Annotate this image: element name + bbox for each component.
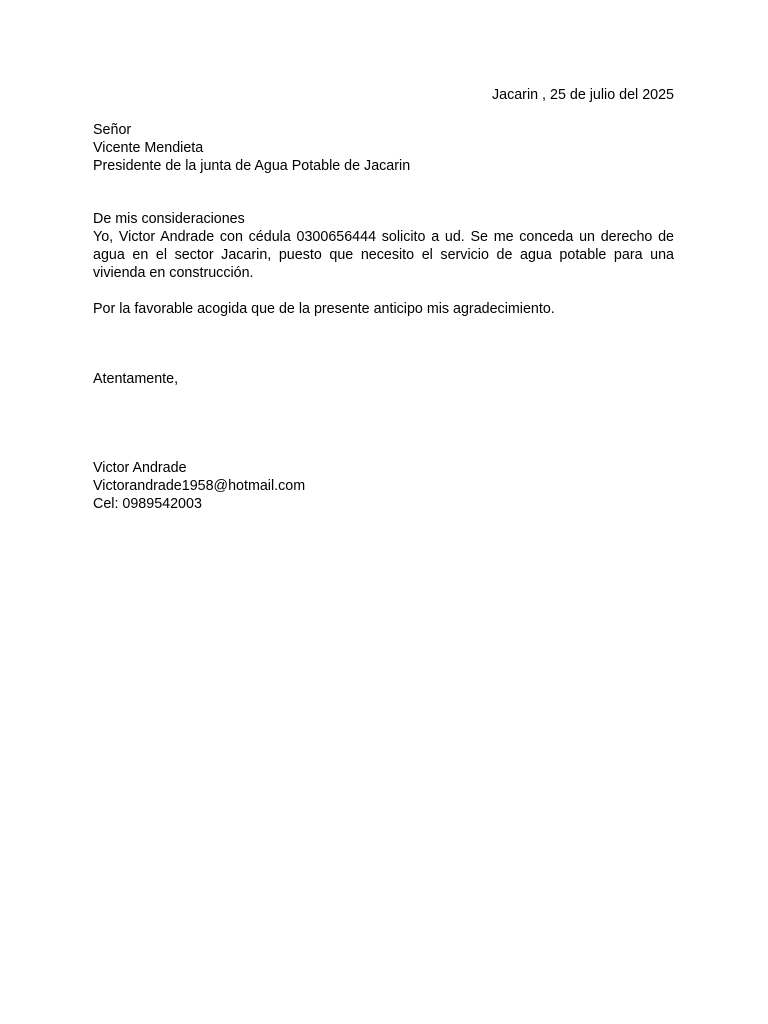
recipient-title: Presidente de la junta de Agua Potable de Jacarin — [93, 158, 411, 174]
signature-phone: Cel: 0989542003 — [93, 496, 202, 512]
letter-farewell: Atentamente, — [93, 371, 179, 387]
letter-closing-paragraph: Por la favorable acogida que de la presente anticipo mis agradecimiento. — [93, 301, 555, 317]
letter-request-paragraph: Yo, Victor Andrade con cédula 0300656444 solicito a ud. Se me conceda un derecho de agua en el sector Jacarin, puesto que necesito el servicio de agua potable para una vivienda en construcción. — [93, 229, 674, 281]
signature-block — [93, 459, 674, 513]
signature-name: Victor Andrade — [93, 460, 187, 476]
signature-email: Victorandrade1958@hotmail.com — [93, 478, 306, 494]
letter-greeting: De mis consideraciones — [93, 211, 245, 227]
recipient-salutation: Señor — [93, 122, 132, 138]
letter-date: Jacarin , 25 de julio del 2025 — [491, 87, 674, 103]
letter-body — [93, 86, 674, 513]
recipient-block — [93, 121, 674, 175]
recipient-name: Vicente Mendieta — [93, 140, 204, 156]
